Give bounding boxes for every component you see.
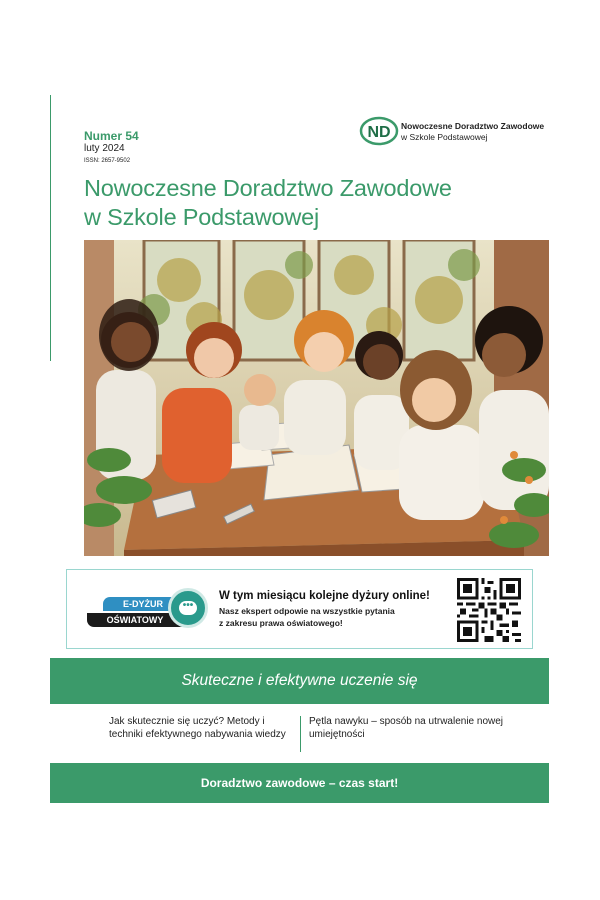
magazine-title [84,174,544,232]
promo-heading: W tym miesiącu kolejne dyżury online! [219,590,430,602]
promo-subtext-1: Nasz ekspert odpowie na wszystkie pytania [219,606,395,616]
issue-number: Numer 54 [84,129,139,143]
column-divider [300,716,301,752]
badge-e-dyzur: E-DYŻUR [103,597,183,611]
left-accent-rule [50,95,51,361]
article-teaser-2[interactable]: Pętla nawyku – sposób na utrwalenie nowej umiejętności [309,716,504,740]
qr-code-icon[interactable] [457,578,521,642]
cover-illustration [84,240,549,556]
section-title-band: Skuteczne i efektywne uczenie się [50,658,549,704]
publisher-logo [359,115,549,149]
nd-logo-icon [359,115,399,147]
e-dyzur-promo-box [66,569,533,649]
logo-line-1: Nowoczesne Doradztwo Zawodowe [401,121,545,131]
badge-oswiatowy: OŚWIATOWY [87,613,183,627]
footer-band: Doradztwo zawodowe – czas start! [50,763,549,803]
promo-subtext-2: z zakresu prawa oświatowego! [219,618,343,628]
logo-line-2: w Szkole Podstawowej [401,132,488,142]
chat-dots: ••• [179,601,197,615]
logo-mark-text: ND [367,124,391,141]
issn: ISSN: 2657-9502 [84,158,131,164]
title-line-2: w Szkole Podstawowej [84,204,320,230]
article-teaser-1[interactable]: Jak skutecznie się uczyć? Metody i techniki efektywnego nabywania wiedzy [109,716,286,740]
chat-bubble-icon [168,588,208,628]
issue-date: luty 2024 [84,143,125,154]
children-studying-illustration [84,240,549,556]
title-line-1: Nowoczesne Doradztwo Zawodowe [84,175,452,201]
